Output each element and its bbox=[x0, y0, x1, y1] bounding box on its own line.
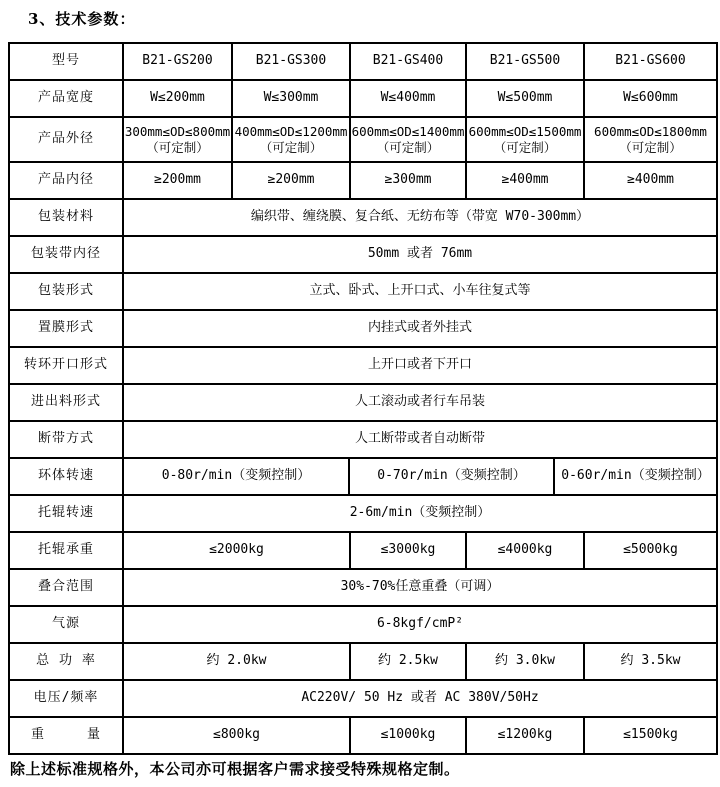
spec-cell: 0-60r/min（变频控制） bbox=[553, 459, 716, 494]
row-label: 转环开口形式 bbox=[23, 357, 108, 373]
spec-cell: 立式、卧式、上开口式、小车往复式等 bbox=[122, 274, 716, 309]
table-row-total-power bbox=[10, 642, 716, 679]
spec-cell: B21-GS200 bbox=[122, 44, 231, 79]
row-label: 总 功 率 bbox=[36, 653, 96, 669]
spec-cell: 600mm≤OD≤1400mm（可定制） bbox=[349, 118, 465, 161]
row-label: 托辊承重 bbox=[37, 542, 94, 558]
spec-cell: W≤500mm bbox=[465, 81, 583, 116]
spec-cell: 300mm≤OD≤800mm（可定制） bbox=[122, 118, 231, 161]
page-title: 3、技术参数： bbox=[28, 10, 136, 28]
table-row-loading-type bbox=[10, 383, 716, 420]
spec-cell: 约 2.5kw bbox=[349, 644, 465, 679]
spec-cell: ≥200mm bbox=[231, 163, 349, 198]
row-label: 叠合范围 bbox=[37, 579, 94, 595]
spec-cell: 0-80r/min（变频控制） bbox=[122, 459, 348, 494]
spec-cell: 约 3.5kw bbox=[583, 644, 716, 679]
table-row-packing-material bbox=[10, 198, 716, 235]
row-label: 包装带内径 bbox=[30, 246, 101, 262]
spec-cell: ≤1000kg bbox=[349, 718, 465, 753]
row-label: 包装材料 bbox=[37, 209, 94, 225]
spec-cell: 0-70r/min（变频控制） bbox=[348, 459, 553, 494]
row-label: 置膜形式 bbox=[37, 320, 94, 336]
row-label: 产品内径 bbox=[37, 172, 94, 188]
table-row-outer-diameter bbox=[10, 116, 716, 161]
table-row-film-mount-type bbox=[10, 309, 716, 346]
table-row-weight bbox=[10, 716, 716, 753]
row-label: 断带方式 bbox=[37, 431, 94, 447]
spec-cell: AC220V/ 50 Hz 或者 AC 380V/50Hz bbox=[122, 681, 716, 716]
spec-cell: 内挂式或者外挂式 bbox=[122, 311, 716, 346]
table-row-inner-diameter bbox=[10, 161, 716, 198]
spec-cell: ≤3000kg bbox=[349, 533, 465, 568]
table-row-ring-speed bbox=[10, 457, 716, 494]
table-row-belt-inner-diameter bbox=[10, 235, 716, 272]
spec-cell: W≤400mm bbox=[349, 81, 465, 116]
row-label: 环体转速 bbox=[37, 468, 94, 484]
row-label: 气源 bbox=[51, 616, 80, 632]
spec-cell: ≥300mm bbox=[349, 163, 465, 198]
table-row-voltage-frequency bbox=[10, 679, 716, 716]
row-label: 重 量 bbox=[30, 727, 101, 743]
spec-cell: 人工断带或者自动断带 bbox=[122, 422, 716, 457]
row-label: 产品宽度 bbox=[37, 90, 94, 106]
spec-cell: 人工滚动或者行车吊装 bbox=[122, 385, 716, 420]
row-label: 产品外径 bbox=[37, 131, 94, 147]
spec-cell: ≤4000kg bbox=[465, 533, 583, 568]
spec-cell: B21-GS300 bbox=[231, 44, 349, 79]
spec-cell: ≤5000kg bbox=[583, 533, 716, 568]
row-label: 电压/频率 bbox=[33, 690, 99, 706]
spec-cell: ≤2000kg bbox=[122, 533, 349, 568]
spec-cell: ≤800kg bbox=[122, 718, 349, 753]
spec-cell: W≤200mm bbox=[122, 81, 231, 116]
spec-cell: 约 2.0kw bbox=[122, 644, 349, 679]
spec-cell: W≤300mm bbox=[231, 81, 349, 116]
table-row-roller-load bbox=[10, 531, 716, 568]
spec-cell: 编织带、缠绕膜、复合纸、无纺布等（带宽 W70-300mm） bbox=[122, 200, 716, 235]
custom-spec-footnote: 除上述标准规格外，本公司亦可根据客户需求接受特殊规格定制。 bbox=[10, 760, 460, 778]
spec-cell: 6-8kgf/cmP² bbox=[122, 607, 716, 642]
spec-cell: ≥400mm bbox=[583, 163, 716, 198]
spec-cell: 上开口或者下开口 bbox=[122, 348, 716, 383]
spec-cell: B21-GS400 bbox=[349, 44, 465, 79]
table-row-air-supply bbox=[10, 605, 716, 642]
table-row-packing-type bbox=[10, 272, 716, 309]
spec-cell: ≤1200kg bbox=[465, 718, 583, 753]
row-label: 型号 bbox=[51, 53, 80, 69]
spec-cell: 600mm≤OD≤1500mm（可定制） bbox=[465, 118, 583, 161]
spec-table bbox=[8, 42, 718, 755]
spec-cell: ≥200mm bbox=[122, 163, 231, 198]
spec-cell: 2-6m/min（变频控制） bbox=[122, 496, 716, 531]
spec-cell: ≤1500kg bbox=[583, 718, 716, 753]
spec-cell: 50mm 或者 76mm bbox=[122, 237, 716, 272]
spec-cell: ≥400mm bbox=[465, 163, 583, 198]
row-label: 包装形式 bbox=[37, 283, 94, 299]
table-row-belt-cutting bbox=[10, 420, 716, 457]
spec-cell: 600mm≤OD≤1800mm（可定制） bbox=[583, 118, 716, 161]
table-row-overlap-range bbox=[10, 568, 716, 605]
spec-cell: 约 3.0kw bbox=[465, 644, 583, 679]
row-label: 托辊转速 bbox=[37, 505, 94, 521]
table-row-ring-opening-type bbox=[10, 346, 716, 383]
spec-cell: W≤600mm bbox=[583, 81, 716, 116]
table-row-model bbox=[10, 44, 716, 79]
table-row-width bbox=[10, 79, 716, 116]
spec-cell: 400mm≤OD≤1200mm（可定制） bbox=[231, 118, 349, 161]
table-row-roller-speed bbox=[10, 494, 716, 531]
spec-cell: B21-GS600 bbox=[583, 44, 716, 79]
spec-cell: 30%-70%任意重叠（可调） bbox=[122, 570, 716, 605]
row-label: 进出料形式 bbox=[30, 394, 101, 410]
spec-cell: B21-GS500 bbox=[465, 44, 583, 79]
